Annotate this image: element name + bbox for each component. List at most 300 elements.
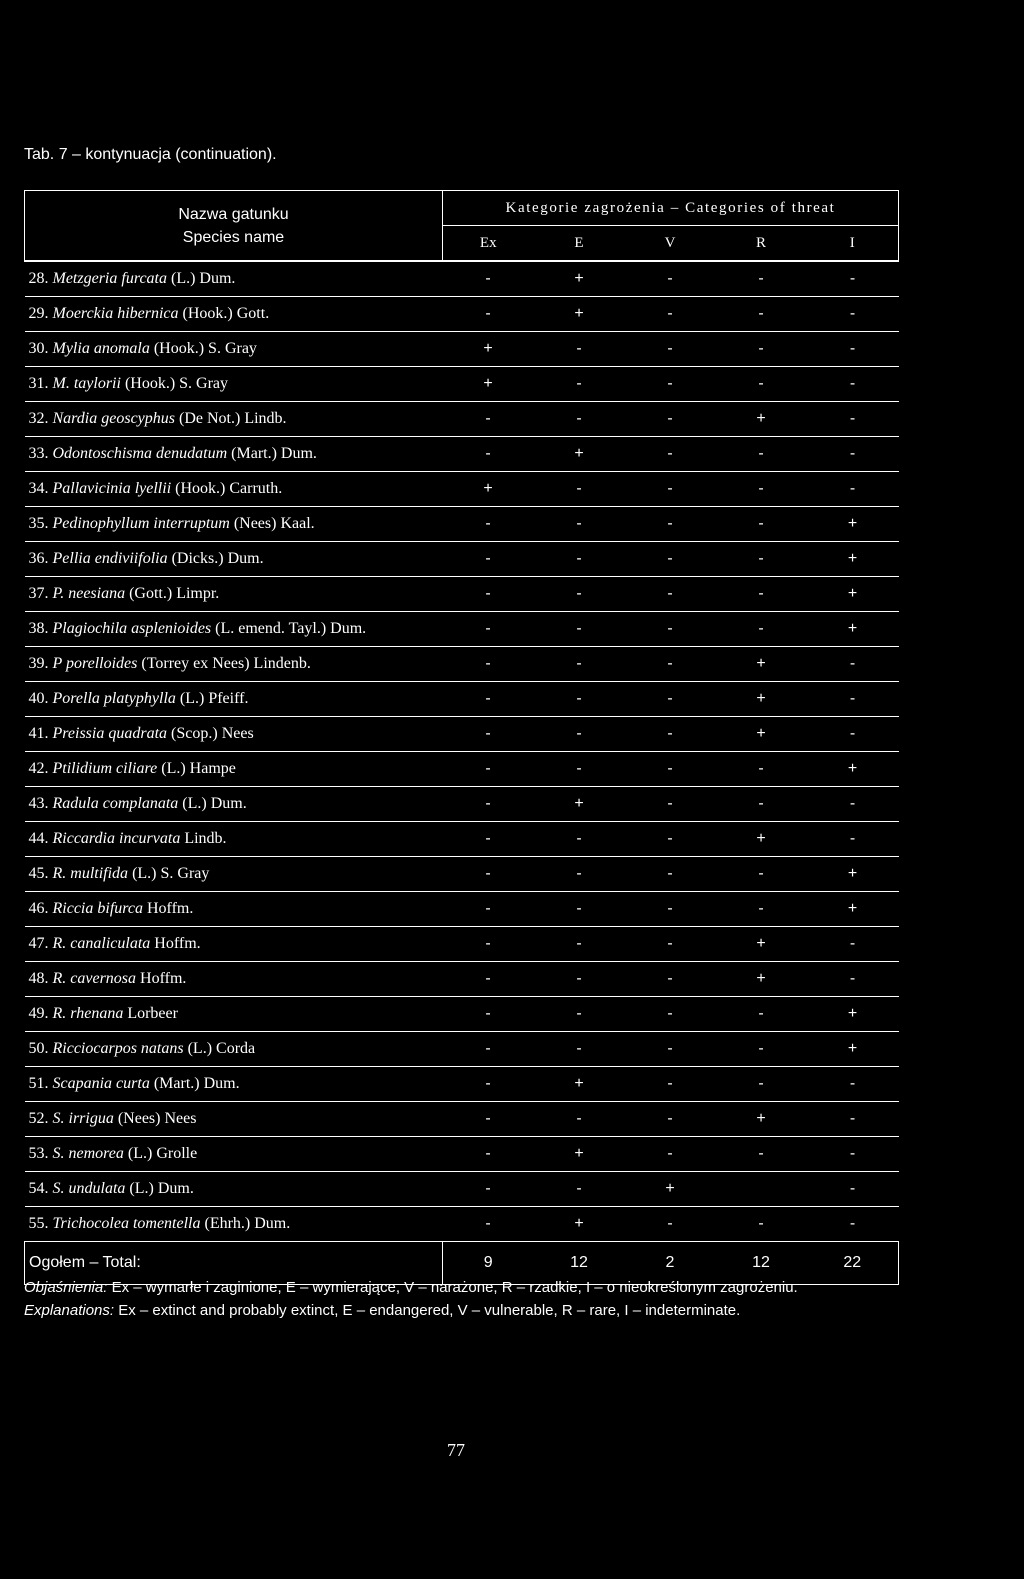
- row-number: 35.: [28, 515, 49, 532]
- species-name-cell: [25, 577, 443, 612]
- mark-i: -: [807, 367, 899, 402]
- mark-i: +: [807, 752, 899, 787]
- table-row: [25, 647, 899, 682]
- mark-ex: -: [443, 717, 534, 752]
- species-name-cell: [25, 472, 443, 507]
- mark-r: +: [716, 1102, 807, 1137]
- table-row: [25, 857, 899, 892]
- mark-i: -: [807, 1172, 899, 1207]
- row-number: 40.: [28, 690, 49, 707]
- mark-r: -: [716, 787, 807, 822]
- mark-v: -: [625, 1032, 716, 1067]
- mark-v: -: [625, 717, 716, 752]
- row-number: 33.: [28, 445, 49, 462]
- mark-r: -: [716, 892, 807, 927]
- species-author: Hoffm.: [154, 935, 201, 952]
- mark-e: -: [534, 822, 625, 857]
- row-number: 46.: [28, 900, 49, 917]
- species-name-cell: [25, 927, 443, 962]
- species-name-cell: [25, 402, 443, 437]
- mark-v: +: [625, 1172, 716, 1207]
- mark-ex: -: [443, 402, 534, 437]
- mark-e: +: [534, 1207, 625, 1242]
- species-name-cell: [25, 1067, 443, 1102]
- mark-ex: -: [443, 997, 534, 1032]
- mark-r: +: [716, 962, 807, 997]
- row-number: 36.: [28, 550, 49, 567]
- mark-ex: -: [443, 962, 534, 997]
- mark-e: +: [534, 261, 625, 297]
- mark-e: -: [534, 1102, 625, 1137]
- mark-ex: -: [443, 892, 534, 927]
- species-name-cell: [25, 1207, 443, 1242]
- species-latin-name: Pellia endiviifolia: [52, 550, 168, 567]
- species-author: (Ehrh.) Dum.: [204, 1215, 291, 1232]
- mark-r: +: [716, 682, 807, 717]
- row-number: 38.: [28, 620, 49, 637]
- total-i: 22: [807, 1242, 899, 1285]
- mark-v: -: [625, 997, 716, 1032]
- table-row: [25, 682, 899, 717]
- mark-i: -: [807, 962, 899, 997]
- mark-v: -: [625, 1102, 716, 1137]
- table-row: [25, 962, 899, 997]
- mark-e: -: [534, 472, 625, 507]
- table-row: [25, 472, 899, 507]
- row-number: 37.: [28, 585, 49, 602]
- species-author: (L.) Dum.: [182, 795, 247, 812]
- species-latin-name: Nardia geoscyphus: [52, 410, 176, 427]
- mark-v: -: [625, 647, 716, 682]
- mark-r: -: [716, 1032, 807, 1067]
- table-row: [25, 507, 899, 542]
- mark-e: -: [534, 857, 625, 892]
- mark-v: -: [625, 332, 716, 367]
- table-row: [25, 577, 899, 612]
- total-v: 2: [625, 1242, 716, 1285]
- species-author: (Hook.) S. Gray: [153, 340, 257, 357]
- mark-ex: -: [443, 1207, 534, 1242]
- mark-e: -: [534, 1032, 625, 1067]
- mark-e: +: [534, 787, 625, 822]
- mark-ex: +: [443, 332, 534, 367]
- mark-r: -: [716, 1207, 807, 1242]
- total-ex: 9: [443, 1242, 534, 1285]
- table-caption: Tab. 7 – kontynuacja (continuation).: [24, 146, 277, 163]
- species-author: (Nees) Nees: [117, 1110, 197, 1127]
- mark-e: -: [534, 612, 625, 647]
- explanations-pl-label: Objaśnienia:: [24, 1279, 108, 1296]
- mark-ex: -: [443, 857, 534, 892]
- mark-i: +: [807, 612, 899, 647]
- table-row: [25, 1032, 899, 1067]
- species-name-cell: [25, 297, 443, 332]
- mark-r: +: [716, 717, 807, 752]
- row-number: 29.: [28, 305, 49, 322]
- species-latin-name: Moerckia hibernica: [52, 305, 179, 322]
- species-author: (Mart.) Dum.: [231, 445, 317, 462]
- total-e: 12: [534, 1242, 625, 1285]
- row-number: 51.: [28, 1075, 49, 1092]
- row-number: 47.: [28, 935, 49, 952]
- mark-e: +: [534, 1137, 625, 1172]
- mark-v: -: [625, 1137, 716, 1172]
- mark-ex: -: [443, 1102, 534, 1137]
- mark-e: -: [534, 1172, 625, 1207]
- row-number: 45.: [28, 865, 49, 882]
- mark-ex: -: [443, 787, 534, 822]
- mark-r: -: [716, 367, 807, 402]
- mark-r: -: [716, 1137, 807, 1172]
- mark-e: -: [534, 927, 625, 962]
- species-latin-name: R. cavernosa: [52, 970, 137, 987]
- row-number: 34.: [28, 480, 49, 497]
- species-name-cell: [25, 542, 443, 577]
- mark-i: -: [807, 647, 899, 682]
- mark-r: -: [716, 752, 807, 787]
- mark-r: -: [716, 997, 807, 1032]
- species-author: (L.) Pfeiff.: [179, 690, 249, 707]
- mark-e: -: [534, 647, 625, 682]
- mark-ex: -: [443, 507, 534, 542]
- species-name-cell: [25, 612, 443, 647]
- mark-v: -: [625, 367, 716, 402]
- species-name-cell: [25, 822, 443, 857]
- mark-i: -: [807, 297, 899, 332]
- explanations-en-label: Explanations:: [24, 1302, 115, 1319]
- table-row: [25, 297, 899, 332]
- mark-e: -: [534, 332, 625, 367]
- mark-e: -: [534, 507, 625, 542]
- table-row: [25, 542, 899, 577]
- mark-e: +: [534, 1067, 625, 1102]
- mark-r: -: [716, 297, 807, 332]
- row-number: 39.: [28, 655, 49, 672]
- mark-e: -: [534, 577, 625, 612]
- mark-ex: -: [443, 437, 534, 472]
- table-row: [25, 367, 899, 402]
- row-number: 50.: [28, 1040, 49, 1057]
- mark-r: -: [716, 612, 807, 647]
- species-author: (De Not.) Lindb.: [179, 410, 287, 427]
- row-number: 54.: [28, 1180, 49, 1197]
- table-row: [25, 1172, 899, 1207]
- mark-e: -: [534, 962, 625, 997]
- species-name-cell: [25, 1032, 443, 1067]
- species-name-cell: [25, 261, 443, 297]
- species-author: (Hook.) Carruth.: [175, 480, 283, 497]
- mark-i: -: [807, 822, 899, 857]
- mark-r: -: [716, 507, 807, 542]
- mark-e: -: [534, 402, 625, 437]
- table-row: [25, 1067, 899, 1102]
- species-latin-name: Porella platyphylla: [52, 690, 176, 707]
- table-row: [25, 927, 899, 962]
- species-author: (L.) Hampe: [161, 760, 236, 777]
- species-name-cell: [25, 997, 443, 1032]
- species-author: (Torrey ex Nees) Lindenb.: [141, 655, 311, 672]
- mark-i: +: [807, 997, 899, 1032]
- mark-v: -: [625, 752, 716, 787]
- mark-i: -: [807, 717, 899, 752]
- mark-ex: -: [443, 1032, 534, 1067]
- mark-r: -: [716, 472, 807, 507]
- mark-r: -: [716, 857, 807, 892]
- species-name-cell: [25, 437, 443, 472]
- mark-i: +: [807, 892, 899, 927]
- species-latin-name: S. irrigua: [52, 1110, 114, 1127]
- mark-r: -: [716, 577, 807, 612]
- species-latin-name: Riccardia incurvata: [52, 830, 181, 847]
- mark-ex: -: [443, 542, 534, 577]
- mark-i: +: [807, 857, 899, 892]
- mark-ex: +: [443, 367, 534, 402]
- species-latin-name: Pedinophyllum interruptum: [52, 515, 230, 532]
- mark-i: -: [807, 927, 899, 962]
- mark-v: -: [625, 577, 716, 612]
- mark-v: -: [625, 892, 716, 927]
- table-row: [25, 612, 899, 647]
- mark-v: -: [625, 857, 716, 892]
- column-header-ex: Ex: [443, 226, 534, 262]
- species-latin-name: M. taylorii: [52, 375, 121, 392]
- mark-v: -: [625, 962, 716, 997]
- table-row: [25, 717, 899, 752]
- mark-v: -: [625, 261, 716, 297]
- mark-ex: -: [443, 577, 534, 612]
- mark-i: -: [807, 261, 899, 297]
- mark-i: -: [807, 787, 899, 822]
- species-latin-name: P. neesiana: [52, 585, 126, 602]
- explanations-en-text: Ex – extinct and probably extinct, E – endangered, V – vulnerable, R – rare, I – indeterminate.: [118, 1302, 741, 1319]
- species-name-cell: [25, 1172, 443, 1207]
- row-number: 49.: [28, 1005, 49, 1022]
- row-number: 53.: [28, 1145, 49, 1162]
- explanations-pl-text: Ex – wymarłe i zaginione, E – wymierające, V – narażone, R – rzadkie, I – o nieokreślonym zagrożeniu.: [111, 1279, 798, 1296]
- mark-ex: -: [443, 682, 534, 717]
- species-name-cell: [25, 507, 443, 542]
- mark-i: -: [807, 1207, 899, 1242]
- row-number: 42.: [28, 760, 49, 777]
- species-author: (Nees) Kaal.: [233, 515, 315, 532]
- mark-r: -: [716, 437, 807, 472]
- mark-v: -: [625, 822, 716, 857]
- row-number: 30.: [28, 340, 49, 357]
- column-header-v: V: [625, 226, 716, 262]
- species-latin-name: R. canaliculata: [52, 935, 151, 952]
- mark-i: -: [807, 682, 899, 717]
- row-number: 32.: [28, 410, 49, 427]
- species-latin-name: Pallavicinia lyellii: [52, 480, 172, 497]
- species-name-cell: [25, 682, 443, 717]
- explanations: [24, 1276, 798, 1322]
- table-row: [25, 752, 899, 787]
- page-number: 77: [447, 1440, 465, 1460]
- species-name-cell: [25, 332, 443, 367]
- mark-e: -: [534, 367, 625, 402]
- mark-i: +: [807, 542, 899, 577]
- table-row: [25, 1137, 899, 1172]
- mark-v: -: [625, 612, 716, 647]
- mark-i: -: [807, 1137, 899, 1172]
- species-latin-name: Preissia quadrata: [52, 725, 168, 742]
- mark-e: -: [534, 717, 625, 752]
- species-author: (Gott.) Limpr.: [129, 585, 220, 602]
- mark-ex: -: [443, 1067, 534, 1102]
- species-latin-name: Mylia anomala: [52, 340, 150, 357]
- species-author: (Mart.) Dum.: [153, 1075, 240, 1092]
- mark-i: -: [807, 1067, 899, 1102]
- species-name-cell: [25, 367, 443, 402]
- mark-ex: -: [443, 1172, 534, 1207]
- row-number: 52.: [28, 1110, 49, 1127]
- mark-v: -: [625, 437, 716, 472]
- mark-v: -: [625, 1207, 716, 1242]
- table-row: [25, 997, 899, 1032]
- table-row: [25, 822, 899, 857]
- species-author: (L.) Dum.: [171, 270, 236, 287]
- mark-r: [716, 1172, 807, 1207]
- mark-ex: -: [443, 752, 534, 787]
- species-author: Lindb.: [184, 830, 227, 847]
- row-number: 55.: [28, 1215, 49, 1232]
- mark-e: +: [534, 297, 625, 332]
- mark-ex: -: [443, 1137, 534, 1172]
- mark-i: +: [807, 1032, 899, 1067]
- categories-header: Kategorie zagrożenia – Categories of threat: [443, 191, 899, 226]
- table-row: [25, 437, 899, 472]
- species-author: (L.) S. Gray: [132, 865, 210, 882]
- explanations-pl: [24, 1276, 798, 1299]
- row-number: 44.: [28, 830, 49, 847]
- total-label: Ogołem – Total:: [25, 1242, 443, 1285]
- species-latin-name: Ptilidium ciliare: [52, 760, 158, 777]
- species-name-cell: [25, 752, 443, 787]
- mark-r: -: [716, 261, 807, 297]
- threat-table: [24, 190, 899, 1285]
- explanations-en: [24, 1299, 798, 1322]
- mark-ex: -: [443, 647, 534, 682]
- mark-v: -: [625, 1067, 716, 1102]
- row-number: 48.: [28, 970, 49, 987]
- mark-i: +: [807, 507, 899, 542]
- species-name-cell: [25, 892, 443, 927]
- species-latin-name: Metzgeria furcata: [52, 270, 167, 287]
- species-latin-name: R. multifida: [52, 865, 129, 882]
- mark-ex: -: [443, 297, 534, 332]
- species-column-header: [25, 191, 443, 262]
- mark-i: -: [807, 437, 899, 472]
- species-name-cell: [25, 787, 443, 822]
- species-latin-name: Plagiochila asplenioides: [52, 620, 212, 637]
- species-latin-name: P porelloides: [52, 655, 138, 672]
- mark-v: -: [625, 787, 716, 822]
- mark-e: -: [534, 752, 625, 787]
- species-latin-name: Ricciocarpos natans: [52, 1040, 184, 1057]
- row-number: 31.: [28, 375, 49, 392]
- mark-i: -: [807, 1102, 899, 1137]
- table-row: [25, 1102, 899, 1137]
- table-row: [25, 1207, 899, 1242]
- mark-e: -: [534, 997, 625, 1032]
- mark-e: -: [534, 542, 625, 577]
- table-row: [25, 402, 899, 437]
- table-row: [25, 892, 899, 927]
- species-name-cell: [25, 1137, 443, 1172]
- species-author: Hoffm.: [140, 970, 187, 987]
- species-author: (L. emend. Tayl.) Dum.: [215, 620, 367, 637]
- mark-r: +: [716, 402, 807, 437]
- species-latin-name: Radula complanata: [52, 795, 179, 812]
- mark-v: -: [625, 297, 716, 332]
- mark-i: -: [807, 472, 899, 507]
- mark-i: +: [807, 577, 899, 612]
- species-author: (Scop.) Nees: [171, 725, 254, 742]
- row-number: 43.: [28, 795, 49, 812]
- species-author: (L.) Dum.: [129, 1180, 194, 1197]
- mark-v: -: [625, 472, 716, 507]
- table-row: [25, 261, 899, 297]
- species-latin-name: S. nemorea: [52, 1145, 124, 1162]
- table-row: [25, 332, 899, 367]
- species-name-cell: [25, 717, 443, 752]
- mark-v: -: [625, 682, 716, 717]
- species-name-cell: [25, 1102, 443, 1137]
- mark-ex: -: [443, 927, 534, 962]
- mark-e: -: [534, 892, 625, 927]
- species-header-en: Species name: [182, 228, 285, 246]
- mark-v: -: [625, 927, 716, 962]
- mark-r: -: [716, 542, 807, 577]
- mark-v: -: [625, 402, 716, 437]
- column-header-i: I: [807, 226, 899, 262]
- mark-ex: -: [443, 261, 534, 297]
- species-author: (Hook.) Gott.: [182, 305, 270, 322]
- species-author: Lorbeer: [127, 1005, 178, 1022]
- mark-e: +: [534, 437, 625, 472]
- species-author: Hoffm.: [147, 900, 194, 917]
- species-header-pl: Nazwa gatunku: [178, 205, 289, 223]
- mark-ex: +: [443, 472, 534, 507]
- species-name-cell: [25, 962, 443, 997]
- mark-i: -: [807, 332, 899, 367]
- mark-r: +: [716, 647, 807, 682]
- mark-ex: -: [443, 612, 534, 647]
- row-number: 41.: [28, 725, 49, 742]
- column-header-e: E: [534, 226, 625, 262]
- species-latin-name: R. rhenana: [52, 1005, 124, 1022]
- row-number: 28.: [28, 270, 49, 287]
- mark-ex: -: [443, 822, 534, 857]
- species-latin-name: Riccia bifurca: [52, 900, 143, 917]
- species-name-cell: [25, 857, 443, 892]
- total-r: 12: [716, 1242, 807, 1285]
- species-author: (L.) Corda: [187, 1040, 256, 1057]
- species-latin-name: S. undulata: [52, 1180, 126, 1197]
- mark-i: -: [807, 402, 899, 437]
- mark-r: +: [716, 822, 807, 857]
- column-header-r: R: [716, 226, 807, 262]
- species-author: (Dicks.) Dum.: [171, 550, 264, 567]
- mark-e: -: [534, 682, 625, 717]
- species-author: (L.) Grolle: [127, 1145, 198, 1162]
- species-latin-name: Odontoschisma denudatum: [52, 445, 228, 462]
- table-row: [25, 787, 899, 822]
- mark-r: -: [716, 332, 807, 367]
- mark-v: -: [625, 542, 716, 577]
- mark-r: -: [716, 1067, 807, 1102]
- species-latin-name: Scapania curta: [52, 1075, 150, 1092]
